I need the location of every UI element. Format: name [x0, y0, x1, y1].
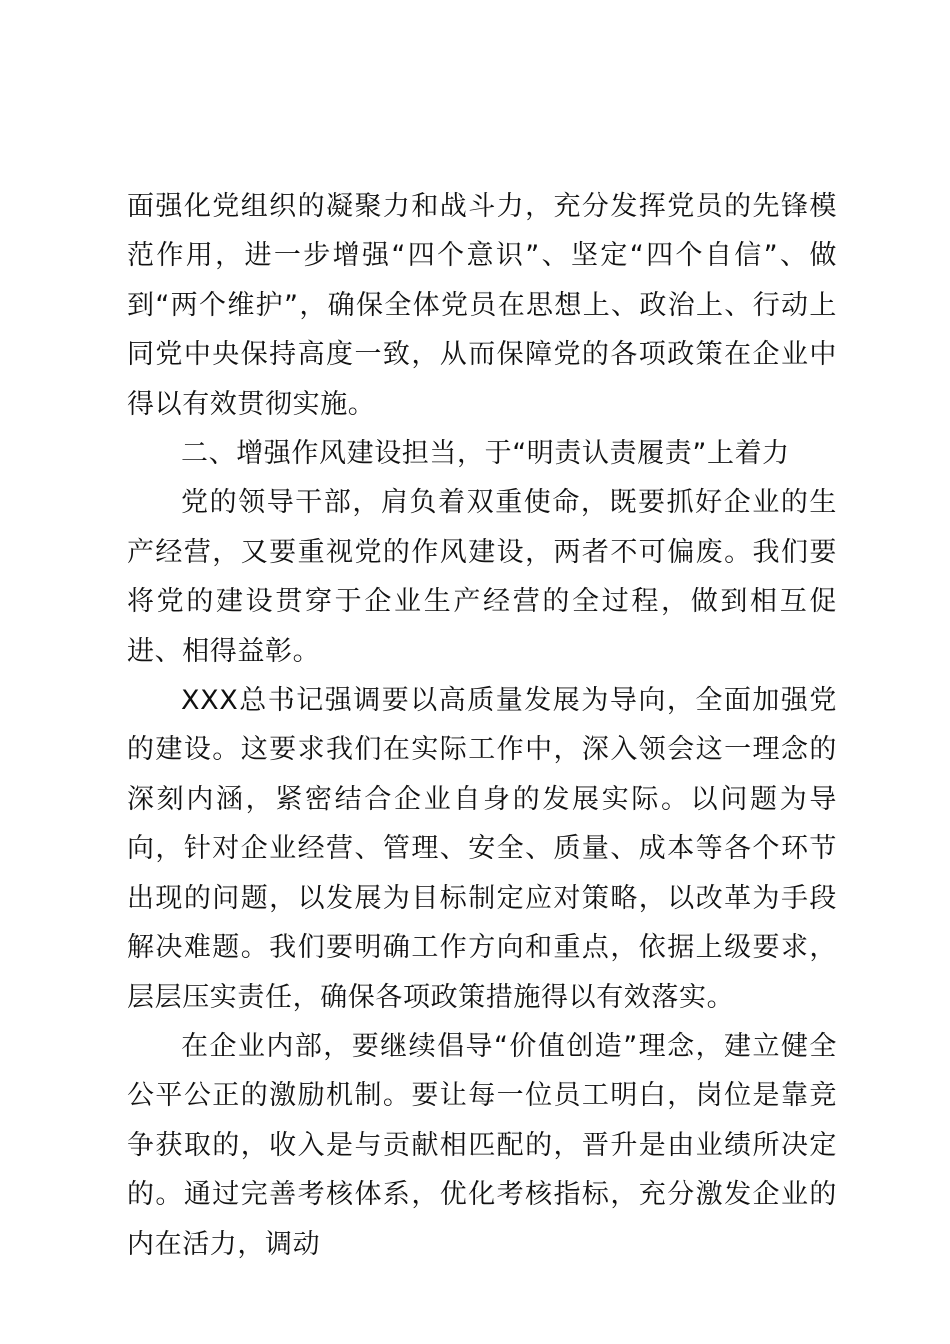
paragraph: 党的领导干部，肩负着双重使命，既要抓好企业的生产经营，又要重视党的作风建设，两者不可偏废。我们要将党的建设贯穿于企业生产经营的全过程，做到相互促进、相得益彰。: [127, 487, 837, 667]
paragraph-continuation: 面强化党组织的凝聚力和战斗力，充分发挥党员的先锋模范作用，进一步增强“四个意识”、坚定“四个自信”、做到“两个维护”，确保全体党员在思想上、政治上、行动上同党中央保持高度一致，从而保障党的各项政策在企业中得以有效贯彻实施。: [127, 191, 837, 420]
paragraph: XXX总书记强调要以高质量发展为导向，全面加强党的建设。这要求我们在实际工作中，深入领会这一理念的深刻内涵，紧密结合企业自身的发展实际。以问题为导向，针对企业经营、管理、安全、质量、成本等各个环节出现的问题，以发展为目标制定应对策略，以改革为手段解决难题。我们要明确工作方向和重点，依据上级要求，层层压实责任，确保各项政策措施得以有效落实。: [127, 685, 837, 1013]
document-body: [127, 182, 837, 1269]
paragraph: 在企业内部，要继续倡导“价值创造”理念，建立健全公平公正的激励机制。要让每一位员工明白，岗位是靠竞争获取的，收入是与贡献相匹配的，晋升是由业绩所决定的。通过完善考核体系，优化考核指标，充分激发企业的内在活力，调动: [127, 1030, 837, 1260]
section-heading: 二、增强作风建设担当，于“明责认责履责”上着力: [181, 438, 790, 470]
